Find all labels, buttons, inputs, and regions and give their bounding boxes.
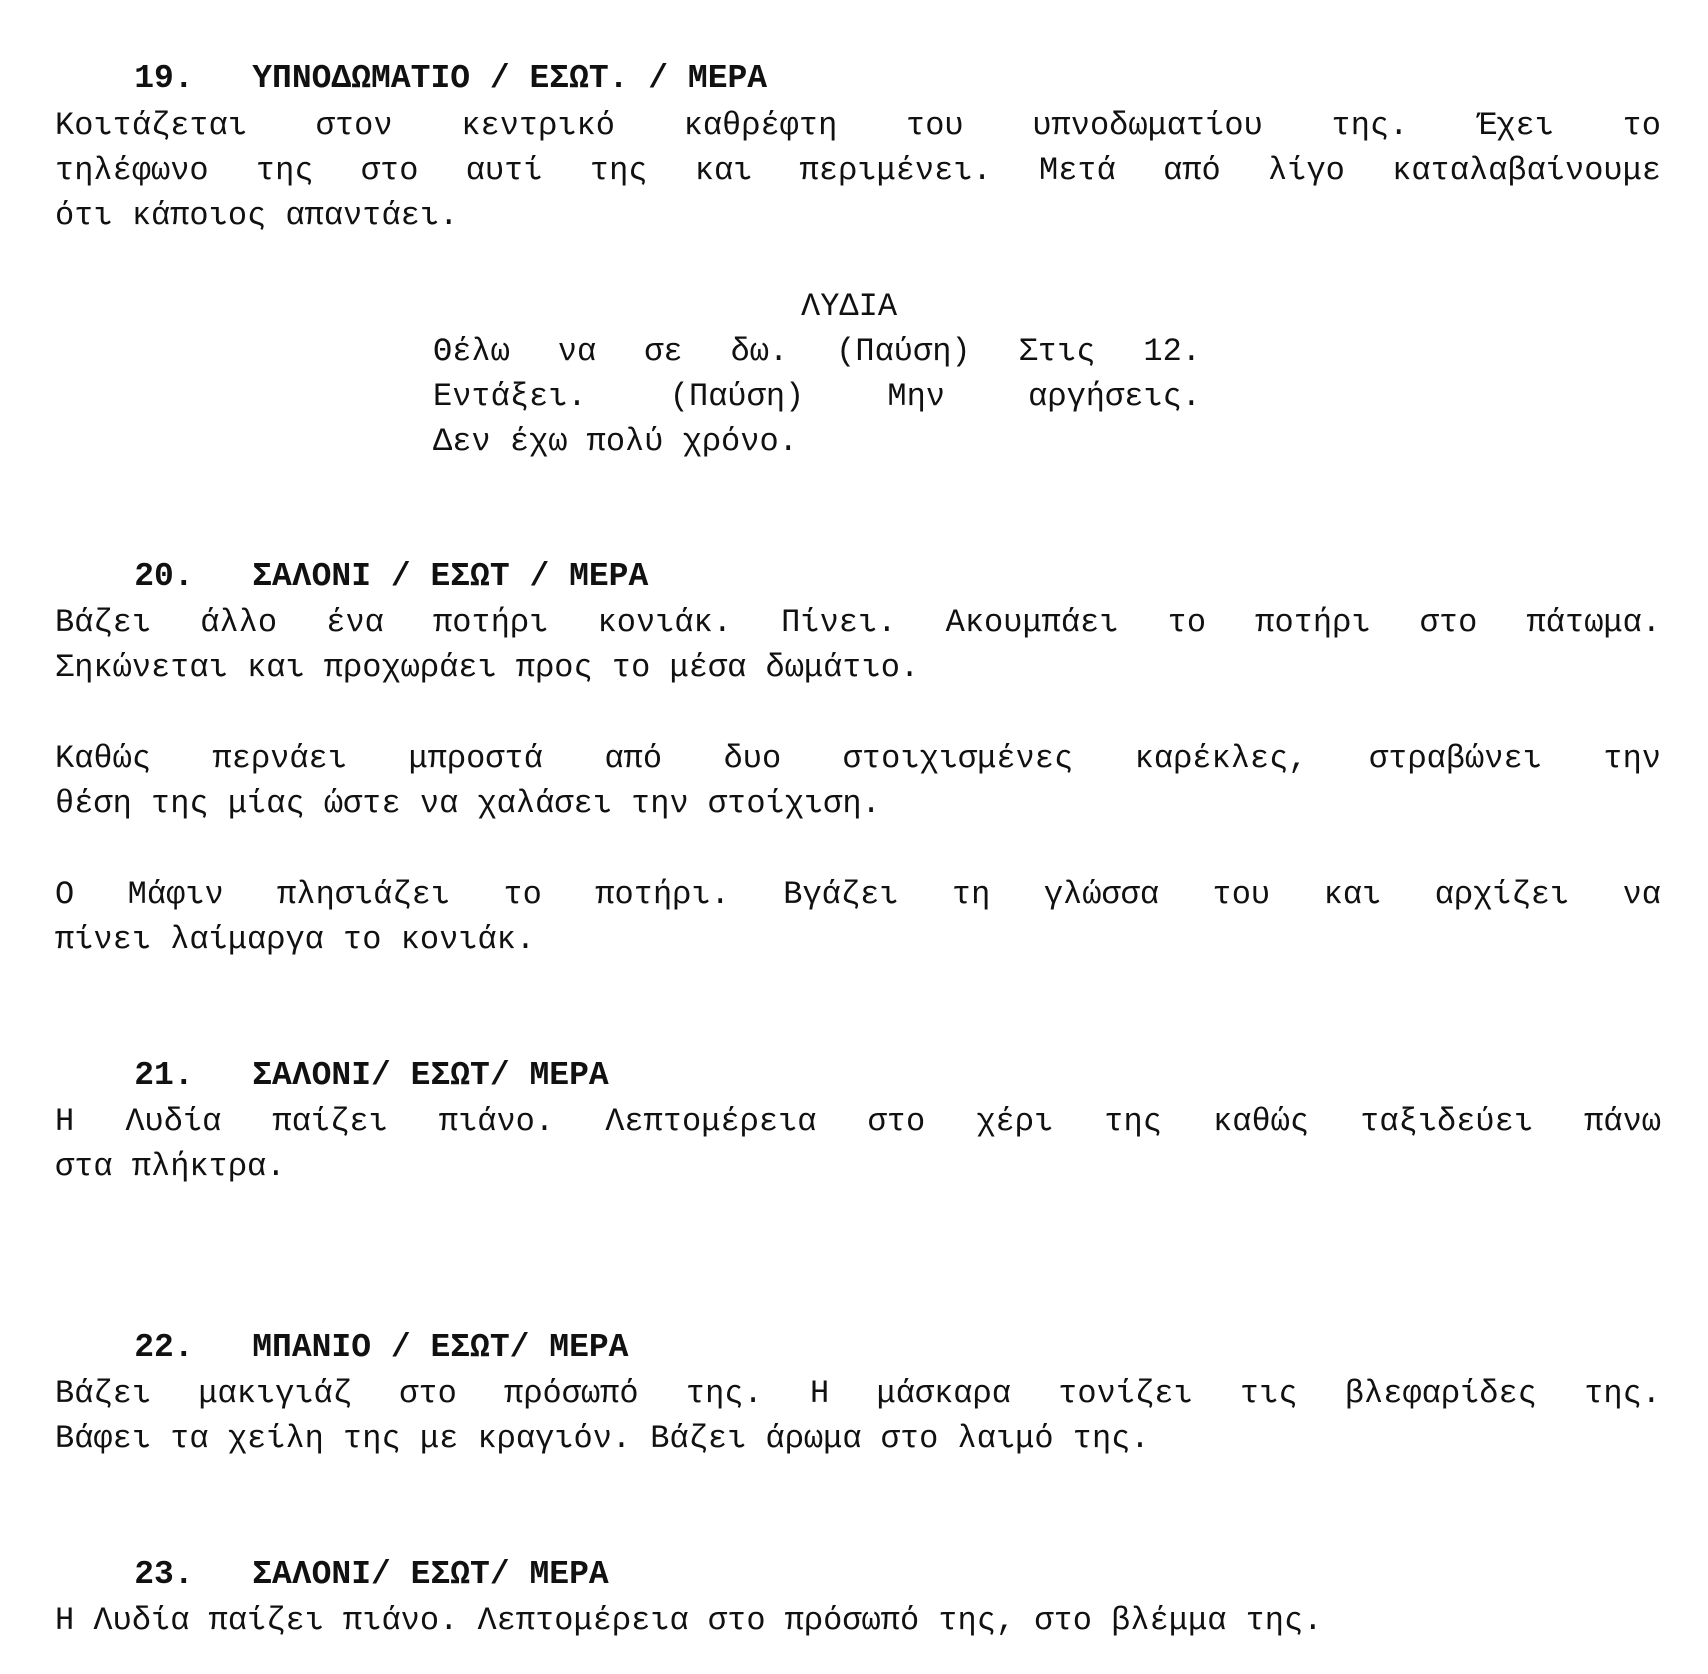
scene-number: 23.	[134, 1556, 194, 1593]
dialogue-line: Εντάξει. (Παύση) Μην αργήσεις.	[433, 378, 1201, 415]
scene-heading-text: ΜΠΑΝΙΟ / ΕΣΩΤ/ ΜΕΡΑ	[252, 1329, 629, 1366]
scene-heading-text: ΣΑΛΟΝΙ / ΕΣΩΤ / ΜΕΡΑ	[252, 558, 649, 595]
dialogue-line: Θέλω να σε δω. (Παύση) Στις 12.	[433, 333, 1201, 370]
action-line: Η Λυδία παίζει πιάνο. Λεπτομέρεια στο πρόσωπό της, στο βλέμμα της.	[55, 1602, 1323, 1639]
action-line: Σηκώνεται και προχωράει προς το μέσα δωμάτιο.	[55, 649, 920, 686]
action-line: πίνει λαίμαργα το κονιάκ.	[55, 921, 536, 958]
action-line: Κοιτάζεται στον κεντρικό καθρέφτη του υπνοδωματίου της. Έχει το	[55, 107, 1661, 144]
scene-heading-text: ΣΑΛΟΝΙ/ ΕΣΩΤ/ ΜΕΡΑ	[252, 1057, 609, 1094]
scene-number: 19.	[134, 60, 194, 97]
character-name: ΛΥΔΙΑ	[801, 288, 898, 325]
action-line: Βάφει τα χείλη της με κραγιόν. Βάζει άρωμα στο λαιμό της.	[55, 1420, 1150, 1457]
action-line: Βάζει άλλο ένα ποτήρι κονιάκ. Πίνει. Ακουμπάει το ποτήρι στο πάτωμα.	[55, 604, 1661, 641]
action-line: Ο Μάφιν πλησιάζει το ποτήρι. Βγάζει τη γλώσσα του και αρχίζει να	[55, 876, 1661, 913]
action-line: Η Λυδία παίζει πιάνο. Λεπτομέρεια στο χέρι της καθώς ταξιδεύει πάνω	[55, 1103, 1661, 1140]
action-line: Καθώς περνάει μπροστά από δυο στοιχισμένες καρέκλες, στραβώνει την	[55, 740, 1661, 777]
action-line: θέση της μίας ώστε να χαλάσει την στοίχιση.	[55, 785, 881, 822]
action-line: τηλέφωνο της στο αυτί της και περιμένει. Μετά από λίγο καταλαβαίνουμε	[55, 152, 1661, 189]
scene-heading-text: ΥΠΝΟΔΩΜΑΤΙΟ / ΕΣΩΤ. / ΜΕΡΑ	[252, 60, 768, 97]
dialogue-line: Δεν έχω πολύ χρόνο.	[433, 423, 798, 460]
action-line: ότι κάποιος απαντάει.	[55, 197, 459, 234]
scene-number: 21.	[134, 1057, 194, 1094]
scene-heading-text: ΣΑΛΟΝΙ/ ΕΣΩΤ/ ΜΕΡΑ	[252, 1556, 609, 1593]
action-line: Βάζει μακιγιάζ στο πρόσωπό της. Η μάσκαρα τονίζει τις βλεφαρίδες της.	[55, 1375, 1661, 1412]
action-line: στα πλήκτρα.	[55, 1148, 286, 1185]
scene-number: 20.	[134, 558, 194, 595]
scene-number: 22.	[134, 1329, 194, 1366]
